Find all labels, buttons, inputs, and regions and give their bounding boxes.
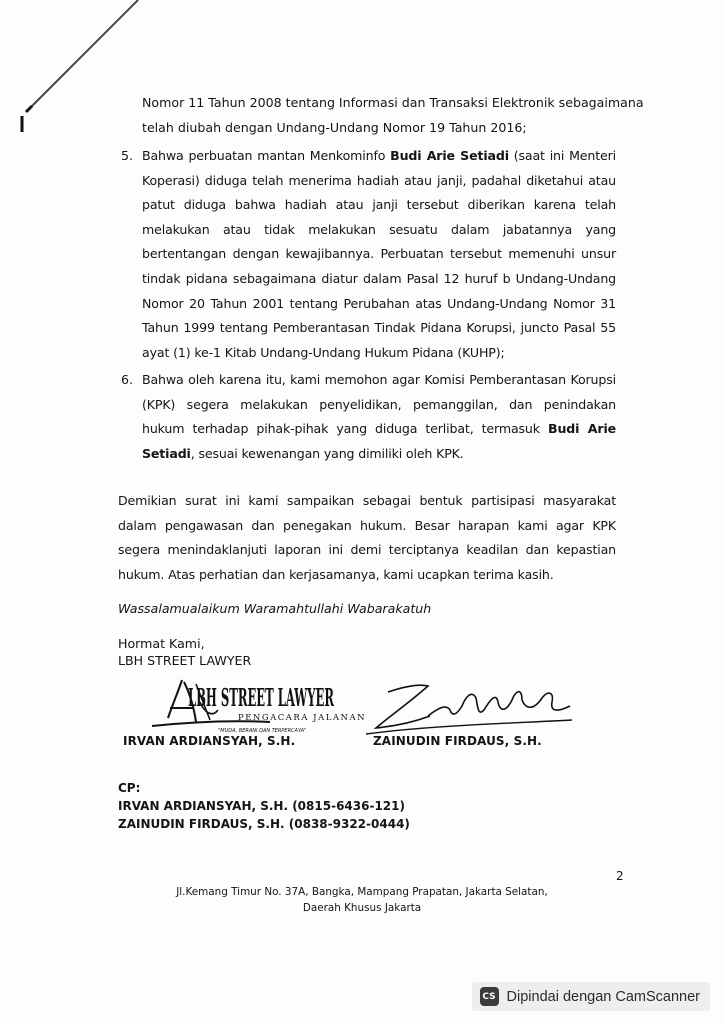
continued-text-line-1: Nomor 11 Tahun 2008 tentang Informasi dan Transaksi Elektronik sebagaimana — [142, 95, 644, 110]
organization-name: LBH STREET LAWYER — [118, 653, 252, 668]
camscanner-watermark — [472, 982, 710, 1011]
continued-text-line-2: telah diubah dengan Undang-Undang Nomor 19 Tahun 2016; — [142, 120, 527, 135]
signatory-name-1: IRVAN ARDIANSYAH, S.H. — [123, 734, 296, 748]
page-number: 2 — [616, 869, 624, 883]
scan-edge-mark — [22, 0, 142, 140]
item-6-text — [142, 368, 616, 466]
camscanner-text: Dipindai dengan CamScanner — [506, 988, 700, 1005]
camscanner-logo-icon: CS — [480, 987, 499, 1006]
item-5-text-b: (saat ini Menteri Koperasi) diduga telah menerima hadiah atau janji, padahal diketahui atau patut diduga bahwa hadiah atau janji tersebut diberikan karena telah melakukan atau tidak melakukan sesuatu dalam jabatannya yang bertentangan dengan kewajibannya. Perbuatan tersebut memenuhi unsur tindak pidana sebagaimana diatur dalam Pasal 12 huruf b Undang-Undang Nomor 20 Tahun 2001 tentang Perubahan atas Undang-Undang Nomor 31 Tahun 1999 tentang Pemberantasan Tindak Pidana Korupsi, juncto Pasal 55 ayat (1) ke-1 Kitab Undang-Undang Hukum Pidana (KUHP); — [142, 148, 616, 360]
contact-line-2: ZAINUDIN FIRDAUS, S.H. (0838-9322-0444) — [118, 817, 410, 831]
item-5-name-bold: Budi Arie Setiadi — [390, 148, 509, 163]
organization-stamp-logo — [150, 672, 367, 740]
item-6-number: 6. — [121, 372, 134, 387]
item-5-text-a: Bahwa perbuatan mantan Menkominfo — [142, 148, 391, 163]
signatory-name-2: ZAINUDIN FIRDAUS, S.H. — [373, 734, 542, 748]
footer-address-line-2: Daerah Khusus Jakarta — [302, 902, 422, 914]
item-5-number: 5. — [121, 148, 134, 163]
closing-paragraph: Demikian surat ini kami sampaikan sebagai bentuk partisipasi masyarakat dalam pengawasan dan penegakan hukum. Besar harapan kami agar KPK segera menindaklanjuti laporan ini demi terciptanya keadilan dan kepastian hukum. Atas perhatian dan kerjasamanya, kami ucapkan terima kasih. — [118, 493, 616, 582]
regards: Hormat Kami, — [118, 636, 205, 651]
contact-label: CP: — [118, 781, 141, 795]
item-6-text-a: Bahwa oleh karena itu, kami memohon agar Komisi Pemberantasan Korupsi (KPK) segera melakukan penyelidikan, pemanggilan, dan penindakan hukum terhadap pihak-pihak yang diduga terlibat, termasuk — [142, 372, 616, 437]
signature-zainudin — [366, 676, 576, 740]
item-6-name-bold: Budi Arie Setiadi — [142, 421, 617, 461]
contact-line-1: IRVAN ARDIANSYAH, S.H. (0815-6436-121) — [118, 799, 405, 813]
salutation: Wassalamualaikum Waramahtullahi Wabarakatuh — [118, 601, 432, 616]
stamp-motto: "MUDA, BERANI DAN TERPERCAYA" — [218, 728, 307, 734]
footer-address-line-1: Jl.Kemang Timur No. 37A, Bangka, Mampang Prapatan, Jakarta Selatan, — [176, 886, 548, 898]
stamp-main-text: LBH STREET LAWYER — [188, 683, 335, 712]
item-6-text-b: , sesuai kewenangan yang dimiliki oleh KPK. — [190, 445, 464, 461]
item-5-text — [142, 144, 616, 365]
stamp-sub-text: PENGACARA JALANAN — [238, 713, 367, 723]
